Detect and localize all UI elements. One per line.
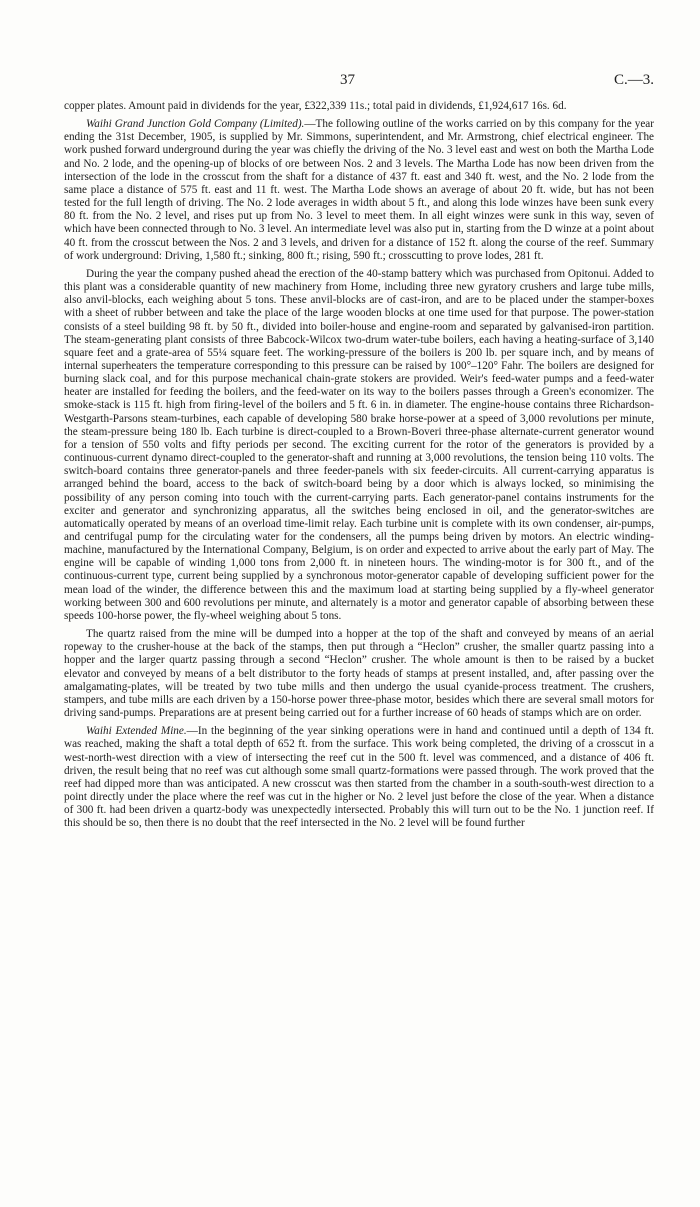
- page-header: [64, 58, 654, 88]
- body-text: [64, 100, 654, 830]
- paragraph: [64, 628, 654, 720]
- paragraph: [64, 268, 654, 623]
- page-number: 37: [340, 72, 355, 88]
- paragraph-text: The quartz raised from the mine will be dumped into a hopper at the top of the shaft and conveyed by means of an aerial ropeway to the crusher-house at the back of the stamps, then put through a “Heclon” crusher, the smaller quartz passing into a hopper and the larger quartz passing through a second “Heclon” crusher. The whole amount is then to be raised by a bucket elevator and conveyed by means of a belt distributor to the forty heads of stamps at present installed, and, after passing over the amalgamating-plates, will be treated by two tube mills and then undergo the usual cyanide-process treatment. The crushers, stampers, and tube mills are each driven by a 150-horse power three-phase motor, besides which there are several small motors for driving sand-pumps. Preparations are at present being carried out for a further increase of 60 heads of stamps which are on order.: [64, 628, 654, 720]
- paragraph-text: —The following outline of the works carried on by this company for the year ending the 31st December, 1905, is supplied by Mr. Simmons, superintendent, and Mr. Armstrong, chief electrical engineer. The work pushed forward underground during the year was chiefly the driving of the No. 3 level east and west on both the Martha Lode and No. 2 lode, and the opening-up of blocks of ore between Nos. 2 and 3 levels. The Martha Lode has now been driven from the intersection of the lode in the crosscut from the shaft for a distance of 437 ft. east and 340 ft. west, and the No. 2 lode from the same place a distance of 575 ft. east and 11 ft. west. The Martha Lode shows an average of about 20 ft. wide, but has not been tested for the full length of driving. The No. 2 lode averages in width about 5 ft., and along this lode winzes have been sunk every 80 ft. from the No. 2 level, and rises put up from No. 3 level to meet them. In all eight winzes were sunk in this way, seven of which have been connected through to No. 3 level. An intermediate level was also put in, starting from the D winze at a point about 40 ft. from the crosscut between the Nos. 2 and 3 levels, and driven for a distance of 152 ft. along the course of the reef. Summary of work underground: Driving, 1,580 ft.; sinking, 800 ft.; rising, 590 ft.; crosscutting to prove lodes, 281 ft.: [64, 118, 654, 262]
- section-heading: Waihi Extended Mine.: [86, 725, 187, 738]
- paragraph: [64, 118, 654, 263]
- paragraph: [64, 725, 654, 830]
- section-heading: Waihi Grand Junction Gold Company (Limited).: [86, 118, 305, 131]
- paragraph: [64, 100, 654, 113]
- document-reference: C.—3.: [613, 72, 654, 88]
- paragraph-text: copper plates. Amount paid in dividends for the year, £322,339 11s.; total paid in dividends, £1,924,617 16s. 6d.: [64, 100, 567, 112]
- paragraph-text: During the year the company pushed ahead the erection of the 40-stamp battery which was purchased from Opitonui. Added to this plant was a considerable quantity of new machinery from Home, including three new gyratory crushers and large tube mills, also anvil-blocks, each weighing about 5 tons. These anvil-blocks are of cast-iron, and are to be placed under the stamper-boxes with a sheet of rubber between and take the place of the large wooden blocks at one time used for that purpose. The power-station consists of a steel building 98 ft. by 50 ft., divided into boiler-house and engine-room and separated by galvanised-iron partition. The steam-generating plant consists of three Babcock-Wilcox two-drum water-tube boilers, each having a heating-surface of 3,140 square feet and a grate-area of 55¼ square feet. The working-pressure of the boilers is 200 lb. per square inch, and by means of internal superheaters the temperature corresponding to this pressure can be raised by 100°–120° Fahr. The boilers are designed for burning slack coal, and for this purpose mechanical chain-grate stokers are provided. Weir's feed-water pumps and a feed-water heater are installed for feeding the boilers, and the feed-water on its way to the boilers passes through a Green's economizer. The smoke-stack is 115 ft. high from firing-level of the boilers and 5 ft. 6 in. in diameter. The engine-house contains three Richardson-Westgarth-Parsons steam-turbines, each capable of developing 580 brake horse-power at a speed of 3,000 revolutions per minute, the steam-pressure being 180 lb. Each turbine is direct-coupled to a Brown-Boveri three-phase alternate-current generator wound for a tension of 550 volts and fifty periods per second. The exciting current for the rotor of the generators is provided by a continuous-current dynamo direct-coupled to the generator-shaft and running at 3,000 revolutions, the tension being 110 volts. The switch-board contains three generator-panels and three feeder-panels with six feeder-circuits. All current-carrying apparatus is arranged behind the board, access to the back of switch-board being by a door which is always locked, so minimising the possibility of any person coming into touch with the current-carrying parts. Each generator-panel contains instruments for the exciter and generator and synchronizing apparatus, all the switches being enclosed in oil, and the generator-switches are automatically operated by means of an overload time-limit relay. Each turbine unit is complete with its own condenser, air-pumps, and centrifugal pump for the circulating water for the condensers, all the pumps being driven by motors. An electric winding-machine, manufactured by the International Company, Belgium, is on order and expected to arrive about the early part of May. The engine will be capable of winding 1,000 tons from 2,000 ft. in nineteen hours. The winding-motor is for 300 ft., and of the continuous-current type, current being supplied by a synchronous motor-generator capable of developing sufficient power for the mean load of the winder, the difference between this and the maximum load at starting being supplied by a fly-wheel generator working between 300 and 600 revolutions per minute, and alternately is a motor and generator capable of absorbing between these speeds 100-horse power, the fly-wheel weighing about 5 tons.: [64, 267, 654, 622]
- paragraph-text: —In the beginning of the year sinking operations were in hand and continued until a depth of 134 ft. was reached, making the shaft a total depth of 652 ft. from the surface. This work being completed, the driving of a crosscut in a west-north-west direction with a view of intersecting the reef cut in the 500 ft. level was commenced, and a distance of 406 ft. driven, the result being that no reef was cut although some small quartz-formations were passed through. The work proved that the reef had dipped more than was anticipated. A new crosscut was then started from the chamber in a south-south-west direction to a point directly under the place where the reef was cut in the higher or No. 2 level just before the close of the year. When a distance of 300 ft. had been driven a quartz-body was unexpectedly intersected. Probably this will turn out to be the No. 1 junction reef. If this should be so, then there is no doubt that the reef intersected in the No. 2 level will be found further: [64, 725, 654, 830]
